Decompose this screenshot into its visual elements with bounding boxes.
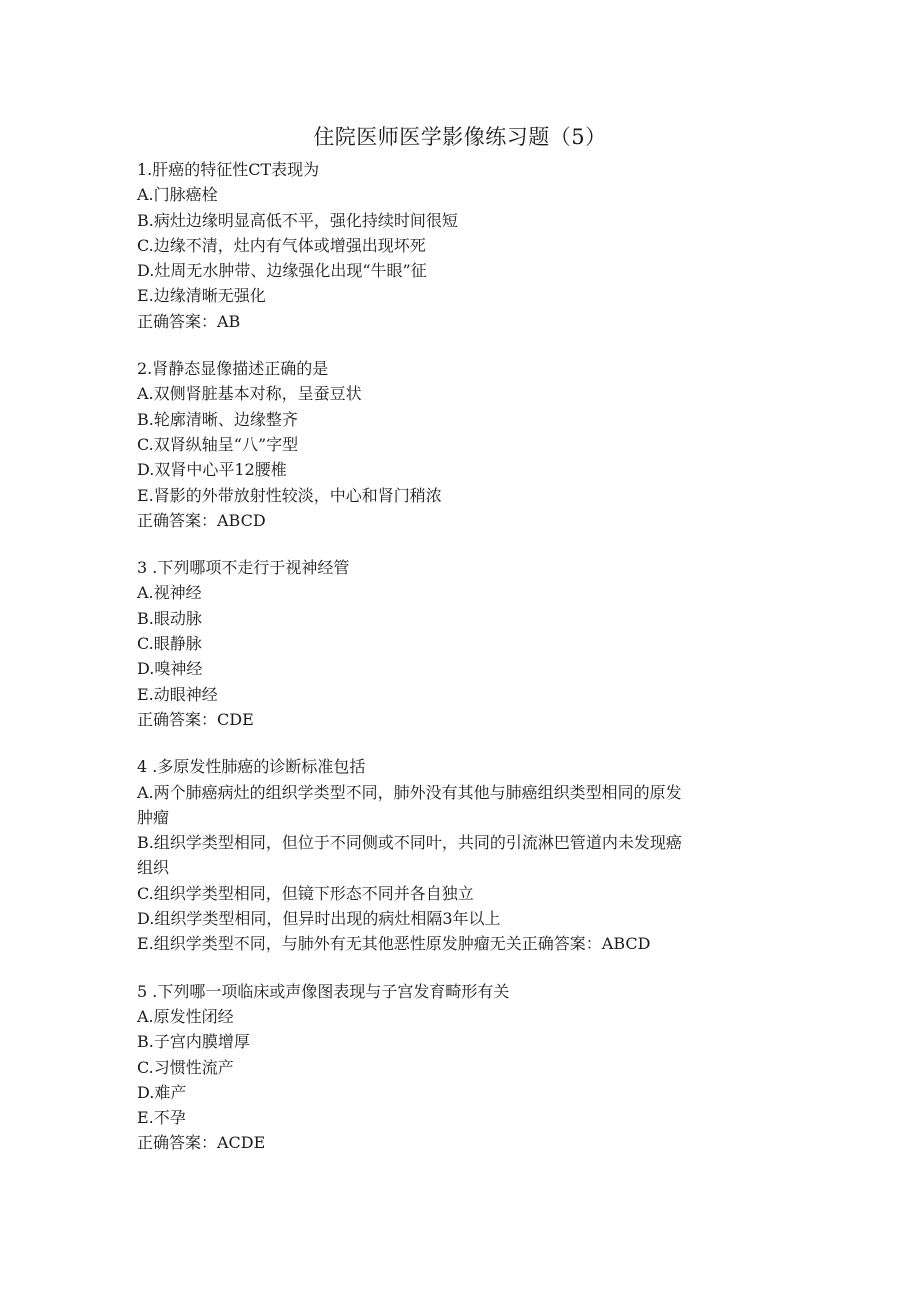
option-c: C.眼静脉 bbox=[137, 634, 202, 654]
option-c: C.组织学类型相同，但镜下形态不同并各自独立 bbox=[137, 883, 474, 903]
question-5 bbox=[137, 979, 777, 1156]
option-b: B.轮廓清晰、边缘整齐 bbox=[137, 409, 298, 429]
option-e-with-answer: E.组织学类型不同，与肺外有无其他恶性原发肿瘤无关正确答案：ABCD bbox=[137, 934, 651, 954]
option-d: D.双肾中心平12腰椎 bbox=[137, 460, 287, 480]
question-stem: 2.肾静态显像描述正确的是 bbox=[137, 359, 329, 379]
option-b: B.眼动脉 bbox=[137, 608, 202, 628]
option-e: E.动眼神经 bbox=[137, 684, 218, 704]
option-e: E.不孕 bbox=[137, 1108, 186, 1128]
option-a: A.双侧肾脏基本对称，呈蚕豆状 bbox=[137, 384, 362, 404]
option-b-line-2: 组织 bbox=[137, 858, 170, 878]
answer-line: 正确答案：AB bbox=[137, 311, 241, 331]
question-stem: 3 .下列哪项不走行于视神经管 bbox=[137, 558, 350, 578]
option-c: C.双肾纵轴呈“八”字型 bbox=[137, 434, 299, 454]
option-e: E.边缘清晰无强化 bbox=[137, 286, 266, 306]
option-a-line-1: A.两个肺癌病灶的组织学类型不同，肺外没有其他与肺癌组织类型相同的原发 bbox=[137, 782, 682, 802]
option-d: D.嗅神经 bbox=[137, 659, 203, 679]
page-title: 住院医师医学影像练习题（5） bbox=[313, 125, 607, 149]
option-a: A.原发性闭经 bbox=[137, 1006, 234, 1026]
option-d: D.难产 bbox=[137, 1082, 187, 1102]
question-3 bbox=[137, 555, 777, 732]
answer-line: 正确答案：CDE bbox=[137, 709, 254, 729]
question-4 bbox=[137, 754, 777, 956]
option-c: C.习惯性流产 bbox=[137, 1057, 234, 1077]
option-e: E.肾影的外带放射性较淡，中心和肾门稍浓 bbox=[137, 485, 442, 505]
answer-line: 正确答案：ABCD bbox=[137, 510, 266, 530]
option-a: A.门脉癌栓 bbox=[137, 185, 218, 205]
question-stem: 5 .下列哪一项临床或声像图表现与子宫发育畸形有关 bbox=[137, 981, 510, 1001]
question-list bbox=[137, 157, 777, 1156]
option-c: C.边缘不清，灶内有气体或增强出现坏死 bbox=[137, 235, 426, 255]
question-2 bbox=[137, 356, 777, 533]
option-b: B.子宫内膜增厚 bbox=[137, 1032, 250, 1052]
option-a: A.视神经 bbox=[137, 583, 202, 603]
option-a-line-2: 肿瘤 bbox=[137, 807, 170, 827]
question-stem: 4 .多原发性肺癌的诊断标准包括 bbox=[137, 757, 366, 777]
option-d: D.灶周无水肿带、边缘强化出现“牛眼”征 bbox=[137, 261, 427, 281]
question-stem: 1.肝癌的特征性CT表现为 bbox=[137, 160, 320, 179]
option-b: B.病灶边缘明显高低不平，强化持续时间很短 bbox=[137, 210, 458, 230]
option-d: D.组织学类型相同，但异时出现的病灶相隔3年以上 bbox=[137, 909, 501, 929]
option-b-line-1: B.组织学类型相同，但位于不同侧或不同叶，共同的引流淋巴管道内未发现癌 bbox=[137, 833, 682, 853]
question-1 bbox=[137, 157, 777, 334]
answer-line: 正确答案：ACDE bbox=[137, 1133, 266, 1153]
